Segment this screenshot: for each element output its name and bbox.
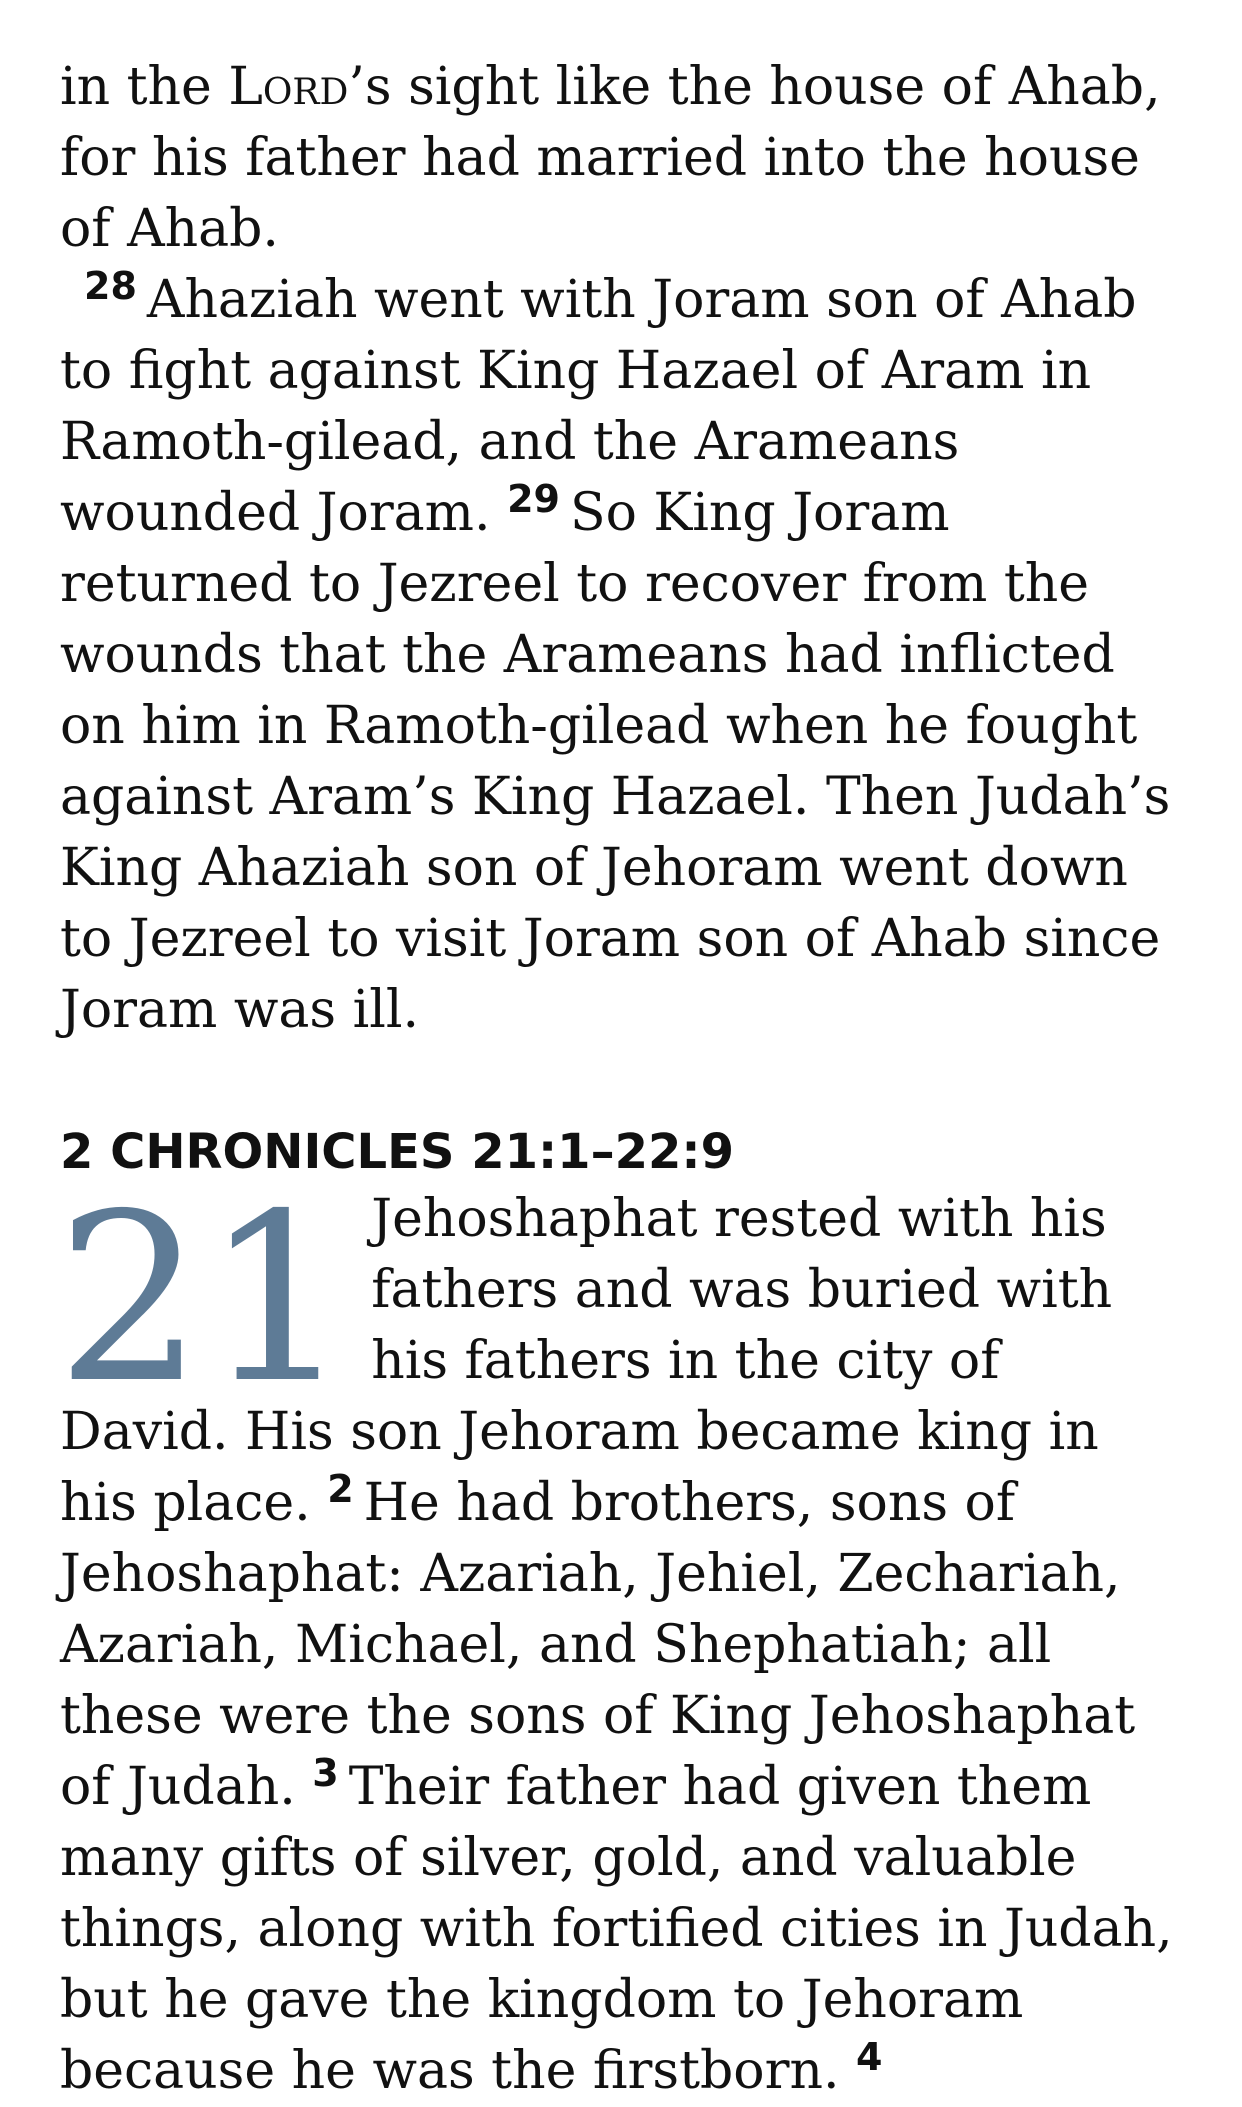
verse-number-29: 29 <box>507 476 560 521</box>
intro-text-start: in the <box>60 57 229 117</box>
verse-number-28: 28 <box>84 263 137 308</box>
section-heading: 2 CHRONICLES 21:1–22:9 <box>60 1124 734 1180</box>
intro-text-end: ’s sight like the house of Ahab, for his father had married into the house of Ahab. <box>60 57 1161 259</box>
chapter-drop-cap: 21 <box>56 1164 352 1434</box>
verse-1-text: Jehoshaphat rested with his fathers and was buried with his fathers in the city of David. His son Jehoram became king in his place. <box>60 1189 1113 1533</box>
verse-number-2: 2 <box>327 1466 354 1511</box>
verse-3-text: Their father had given them many gifts of silver, gold, and valuable things, along with fortified cities in Judah, but he gave the kingdom to Jehoram because he was the firstborn. <box>60 1757 1173 2101</box>
verse-29-text: So King Joram returned to Jezreel to recover from the wounds that the Arameans had inflicted on him in Ramoth-gilead when he fought against Aram’s King Hazael. Then Judah’s King Ahaziah son of Jehoram went down to Jezreel to visit Joram son of Ahab since Joram was ill. <box>60 483 1171 1040</box>
verse-2-text: He had brothers, sons of Jehoshaphat: Azariah, Jehiel, Zechariah, Azariah, Michael, and Shephatiah; all these were the sons of King Jehoshaphat of Judah. <box>60 1473 1136 1817</box>
passage-2-chronicles-21 <box>56 1164 1180 2107</box>
passage-2-kings-8 <box>60 52 1180 1046</box>
verse-28-text: Ahaziah went with Joram son of Ahab to fight against King Hazael of Aram in Ramoth-gilead, and the Arameans wounded Joram. <box>60 270 1137 543</box>
lord-small-caps: Lord <box>228 57 349 117</box>
verse-number-3: 3 <box>312 1750 339 1795</box>
reading-pane <box>56 52 1180 2107</box>
verse-number-4: 4 <box>856 2034 883 2079</box>
